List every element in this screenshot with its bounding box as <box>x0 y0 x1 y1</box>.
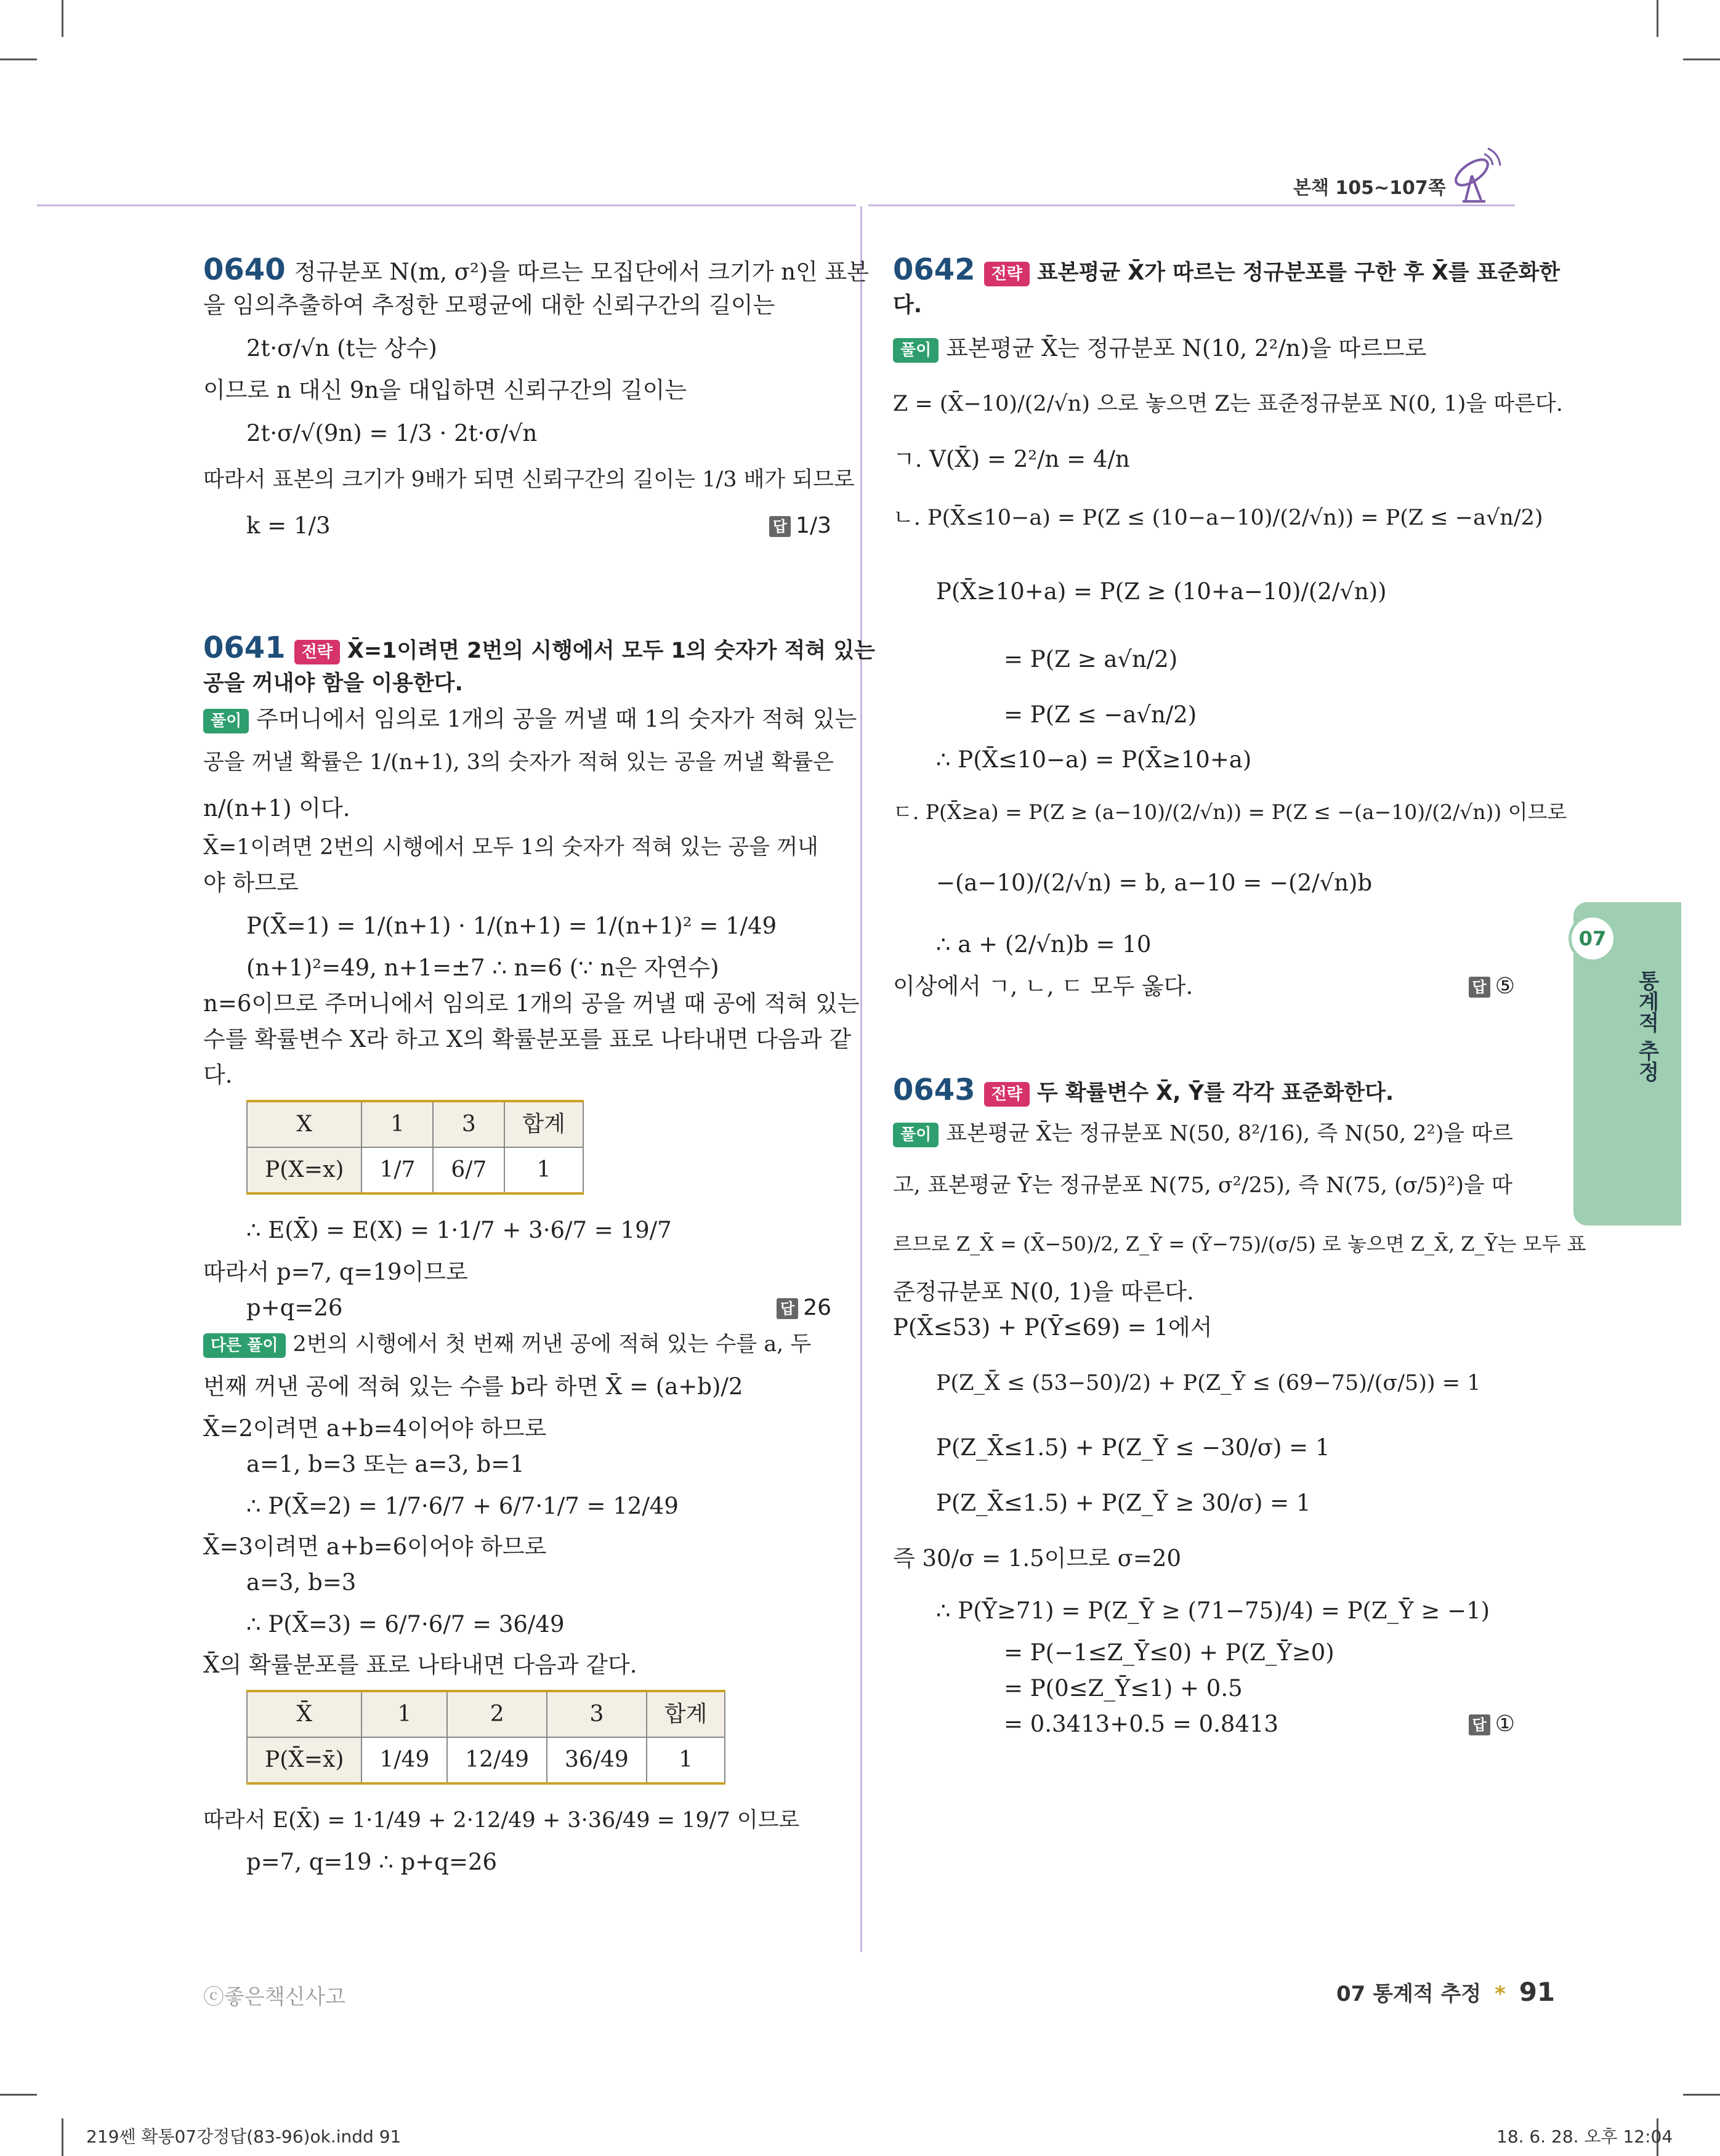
alt-solution-tag: 다른 풀이 <box>203 1333 286 1358</box>
formula: P(X̄≥10+a) = P(Z ≥ (10+a−10)/(2/√n)) <box>936 578 1387 605</box>
formula: a=1, b=3 또는 a=3, b=1 <box>246 1451 525 1477</box>
problem-number: 0640 <box>203 252 286 287</box>
table-header-cell: 합계 <box>647 1691 725 1737</box>
answer-value: 1/3 <box>796 513 831 538</box>
text-line: 고, 표본평균 Ȳ는 정규분포 N(75, σ²/25), 즉 N(75, (σ/5)²)을 따 <box>893 1173 1512 1198</box>
text-line: n/(n+1) 이다. <box>203 795 350 822</box>
table-cell: 1 <box>504 1147 583 1193</box>
strategy-text: 다. <box>893 293 923 318</box>
formula: (n+1)²=49, n+1=±7 ∴ n=6 (∵ n은 자연수) <box>246 955 719 981</box>
table-header-cell: 1 <box>361 1101 433 1147</box>
solution-tag: 풀이 <box>893 1123 939 1147</box>
formula: ∴ a + (2/√n)b = 10 <box>936 931 1152 958</box>
copyright: ⓒ좋은책신사고 <box>203 1985 346 2009</box>
formula: = P(−1≤Z_Ȳ≤0) + P(Z_Ȳ≥0) <box>1004 1639 1334 1666</box>
text-line: n=6이므로 주머니에서 임의로 1개의 공을 꺼낼 때 공에 적혀 있는 <box>203 990 860 1017</box>
footer-chapter: 07 통계적 추정 <box>1336 1982 1482 2006</box>
answer-icon: 답 <box>769 516 791 537</box>
text-line: 주머니에서 임의로 1개의 공을 꺼낼 때 1의 숫자가 적혀 있는 <box>256 706 857 732</box>
table-cell: 12/49 <box>447 1737 547 1783</box>
formula: ∴ P(X̄=2) = 1/7·6/7 + 6/7·1/7 = 12/49 <box>246 1493 679 1519</box>
formula: a=3, b=3 <box>246 1569 357 1596</box>
answer-icon: 답 <box>1469 1714 1490 1735</box>
table-cell: 1/49 <box>361 1737 447 1783</box>
formula: = P(Z ≤ −a√n/2) <box>1004 701 1197 728</box>
print-date: 18. 6. 28. 오후 12:04 <box>1496 2126 1673 2147</box>
table-cell: 1 <box>647 1737 725 1783</box>
formula: 즉 30/σ = 1.5이므로 σ=20 <box>893 1545 1182 1572</box>
formula: P(Z_X̄≤1.5) + P(Z_Ȳ ≤ −30/σ) = 1 <box>936 1434 1330 1461</box>
problem-0642 <box>893 252 1567 1005</box>
strategy-tag: 전략 <box>294 640 340 664</box>
strategy-text: 두 확률변수 X̄, Ȳ를 각각 표준화한다. <box>1036 1081 1394 1105</box>
text-line: 공을 꺼낼 확률은 1/(n+1), 3의 숫자가 적혀 있는 공을 꺼낼 확률은 <box>203 750 834 775</box>
answer <box>777 1291 831 1325</box>
formula: P(X̄≤53) + P(Ȳ≤69) = 1에서 <box>893 1314 1213 1341</box>
satellite-icon <box>1447 145 1503 209</box>
formula: = P(0≤Z_Ȳ≤1) + 0.5 <box>1004 1675 1243 1702</box>
strategy-text: 표본평균 X̄가 따르는 정규분포를 구한 후 X̄를 표준화한 <box>1036 260 1561 285</box>
text-line: 준정규분포 N(0, 1)을 따른다. <box>893 1278 1194 1305</box>
formula: 르므로 Z_X̄ = (X̄−50)/2, Z_Ȳ = (Ȳ−75)/(σ/5) 로 놓으면 Z_X̄, Z_Ȳ는 모두 표 <box>893 1232 1586 1256</box>
text-line: 이므로 n 대신 9n을 대입하면 신뢰구간의 길이는 <box>203 377 687 403</box>
formula: Z = (X̄−10)/(2/√n) 으로 놓으면 Z는 표준정규분포 N(0, 1)을 따른다. <box>893 392 1563 416</box>
answer <box>1469 1707 1515 1742</box>
formula: p+q=26 <box>246 1294 343 1321</box>
problem-0641 <box>203 631 875 1881</box>
answer-icon: 답 <box>1469 977 1490 998</box>
text-line: 따라서 p=7, q=19이므로 <box>203 1259 468 1285</box>
formula: k = 1/3 <box>246 512 331 539</box>
table-cell: 36/49 <box>547 1737 647 1783</box>
table-cell: 1/7 <box>361 1147 433 1193</box>
strategy-tag: 전략 <box>984 1082 1030 1107</box>
table-cell: P(X̄=x̄) <box>247 1737 361 1783</box>
formula: P(X̄=1) = 1/(n+1) · 1/(n+1) = 1/(n+1)² = 1/49 <box>246 913 777 939</box>
table-header-cell: 1 <box>361 1691 447 1737</box>
distribution-table-xbar <box>246 1690 725 1785</box>
answer-value: 26 <box>803 1295 831 1320</box>
table-header-cell: 3 <box>433 1101 504 1147</box>
strategy-tag: 전략 <box>984 262 1030 286</box>
table-header-cell: 합계 <box>504 1101 583 1147</box>
problem-number: 0641 <box>203 631 286 665</box>
text-line: 번째 꺼낸 공에 적혀 있는 수를 b라 하면 X̄ = (a+b)/2 <box>203 1373 743 1400</box>
page-footer: 07 통계적 추정 * 91 <box>1336 1977 1556 2007</box>
formula: ∴ P(X̄=3) = 6/7·6/7 = 36/49 <box>246 1611 565 1637</box>
table-header-cell: X̄ <box>247 1691 361 1737</box>
table-header-cell: 3 <box>547 1691 647 1737</box>
distribution-table-x <box>246 1100 584 1195</box>
problem-number: 0642 <box>893 252 975 287</box>
formula: = P(Z ≥ a√n/2) <box>1004 646 1178 672</box>
text-line: 수를 확률변수 X라 하고 X의 확률분포를 표로 나타내면 다음과 같 <box>203 1026 852 1052</box>
formula: 2t·σ/√n (t는 상수) <box>246 335 437 361</box>
answer-value: ① <box>1495 1711 1515 1737</box>
chapter-number-badge: 07 <box>1569 914 1617 963</box>
answer <box>1469 969 1515 1004</box>
left-column <box>203 252 875 1881</box>
solution-tag: 풀이 <box>893 338 939 363</box>
text-line: X̄의 확률분포를 표로 나타내면 다음과 같다. <box>203 1652 637 1678</box>
formula: ∴ P(X̄≤10−a) = P(X̄≥10+a) <box>936 746 1252 773</box>
formula: ㄱ. V(X̄) = 2²/n = 4/n <box>893 446 1130 472</box>
formula: −(a−10)/(2/√n) = b, a−10 = −(2/√n)b <box>936 870 1373 896</box>
answer-value: ⑤ <box>1495 974 1515 999</box>
text-line: X̄=1이려면 2번의 시행에서 모두 1의 숫자가 적혀 있는 공을 꺼내 <box>203 835 818 860</box>
print-file-info: 219쎈 확통07강정답(83-96)ok.indd 91 <box>86 2126 402 2147</box>
table-cell: P(X=x) <box>247 1147 361 1193</box>
right-column <box>893 252 1586 1743</box>
page-number: 91 <box>1519 1977 1556 2007</box>
text-line: X̄=2이려면 a+b=4이어야 하므로 <box>203 1415 547 1442</box>
formula: ∴ P(Ȳ≥71) = P(Z_Ȳ ≥ (71−75)/4) = P(Z_Ȳ ≥ −1) <box>936 1597 1490 1624</box>
formula: 2t·σ/√(9n) = 1/3 · 2t·σ/√n <box>246 420 538 446</box>
text-line: 야 하므로 <box>203 870 299 896</box>
strategy-text: 공을 꺼내야 함을 이용한다. <box>203 671 463 696</box>
problem-0643 <box>893 1073 1586 1743</box>
formula: P(Z_X̄≤1.5) + P(Z_Ȳ ≥ 30/σ) = 1 <box>936 1490 1311 1516</box>
table-cell: 6/7 <box>433 1147 504 1193</box>
text-line: 표본평균 X̄는 정규분포 N(10, 2²/n)을 따르므로 <box>946 335 1427 361</box>
text-line: 이상에서 ㄱ, ㄴ, ㄷ 모두 옳다. <box>893 973 1193 999</box>
text-line: 2번의 시행에서 첫 번째 꺼낸 공에 적혀 있는 수를 a, 두 <box>293 1332 812 1357</box>
formula: P(Z_X̄ ≤ (53−50)/2) + P(Z_Ȳ ≤ (69−75)/(σ/5)) = 1 <box>936 1371 1481 1395</box>
formula: ㄴ. P(X̄≤10−a) = P(Z ≤ (10−a−10)/(2/√n)) = P(Z ≤ −a√n/2) <box>893 506 1543 530</box>
chapter-side-tab <box>1573 902 1681 1225</box>
text-line: 다. <box>203 1062 233 1088</box>
text-line: 정규분포 N(m, σ²)을 따르는 모집단에서 크기가 n인 표본 <box>294 259 870 285</box>
solution-tag: 풀이 <box>203 709 249 733</box>
header-rule-right <box>868 204 1515 206</box>
answer-icon: 답 <box>777 1298 798 1319</box>
formula: 따라서 E(X̄) = 1·1/49 + 2·12/49 + 3·36/49 = 19/7 이므로 <box>203 1808 800 1833</box>
column-divider <box>860 206 862 1952</box>
strategy-text: X̄=1이려면 2번의 시행에서 모두 1의 숫자가 적혀 있는 <box>347 639 875 663</box>
text-line: 표본평균 X̄는 정규분포 N(50, 8²/16), 즉 N(50, 2²)을 따르 <box>946 1121 1513 1146</box>
problem-number: 0643 <box>893 1073 975 1107</box>
answer <box>769 501 831 551</box>
text-line: 을 임의추출하여 추정한 모평균에 대한 신뢰구간의 길이는 <box>203 292 775 318</box>
formula: ㄷ. P(X̄≥a) = P(Z ≥ (a−10)/(2/√n)) = P(Z ≤ −(a−10)/(2/√n)) 이므로 <box>893 800 1567 824</box>
table-header-cell: 2 <box>447 1691 547 1737</box>
formula: ∴ E(X̄) = E(X) = 1·1/7 + 3·6/7 = 19/7 <box>246 1217 672 1243</box>
header-rule-left <box>37 204 856 206</box>
chapter-side-label: 통계적 추정 <box>1634 970 1659 1082</box>
page-reference: 본책 105~107쪽 <box>1293 177 1446 199</box>
formula: p=7, q=19 ∴ p+q=26 <box>246 1849 498 1875</box>
text-line: X̄=3이려면 a+b=6이어야 하므로 <box>203 1533 547 1560</box>
table-header-cell: X <box>247 1101 361 1147</box>
problem-0640 <box>203 252 870 551</box>
text-line: 따라서 표본의 크기가 9배가 되면 신뢰구간의 길이는 1/3 배가 되므로 <box>203 467 855 492</box>
formula: = 0.3413+0.5 = 0.8413 <box>1004 1711 1279 1737</box>
